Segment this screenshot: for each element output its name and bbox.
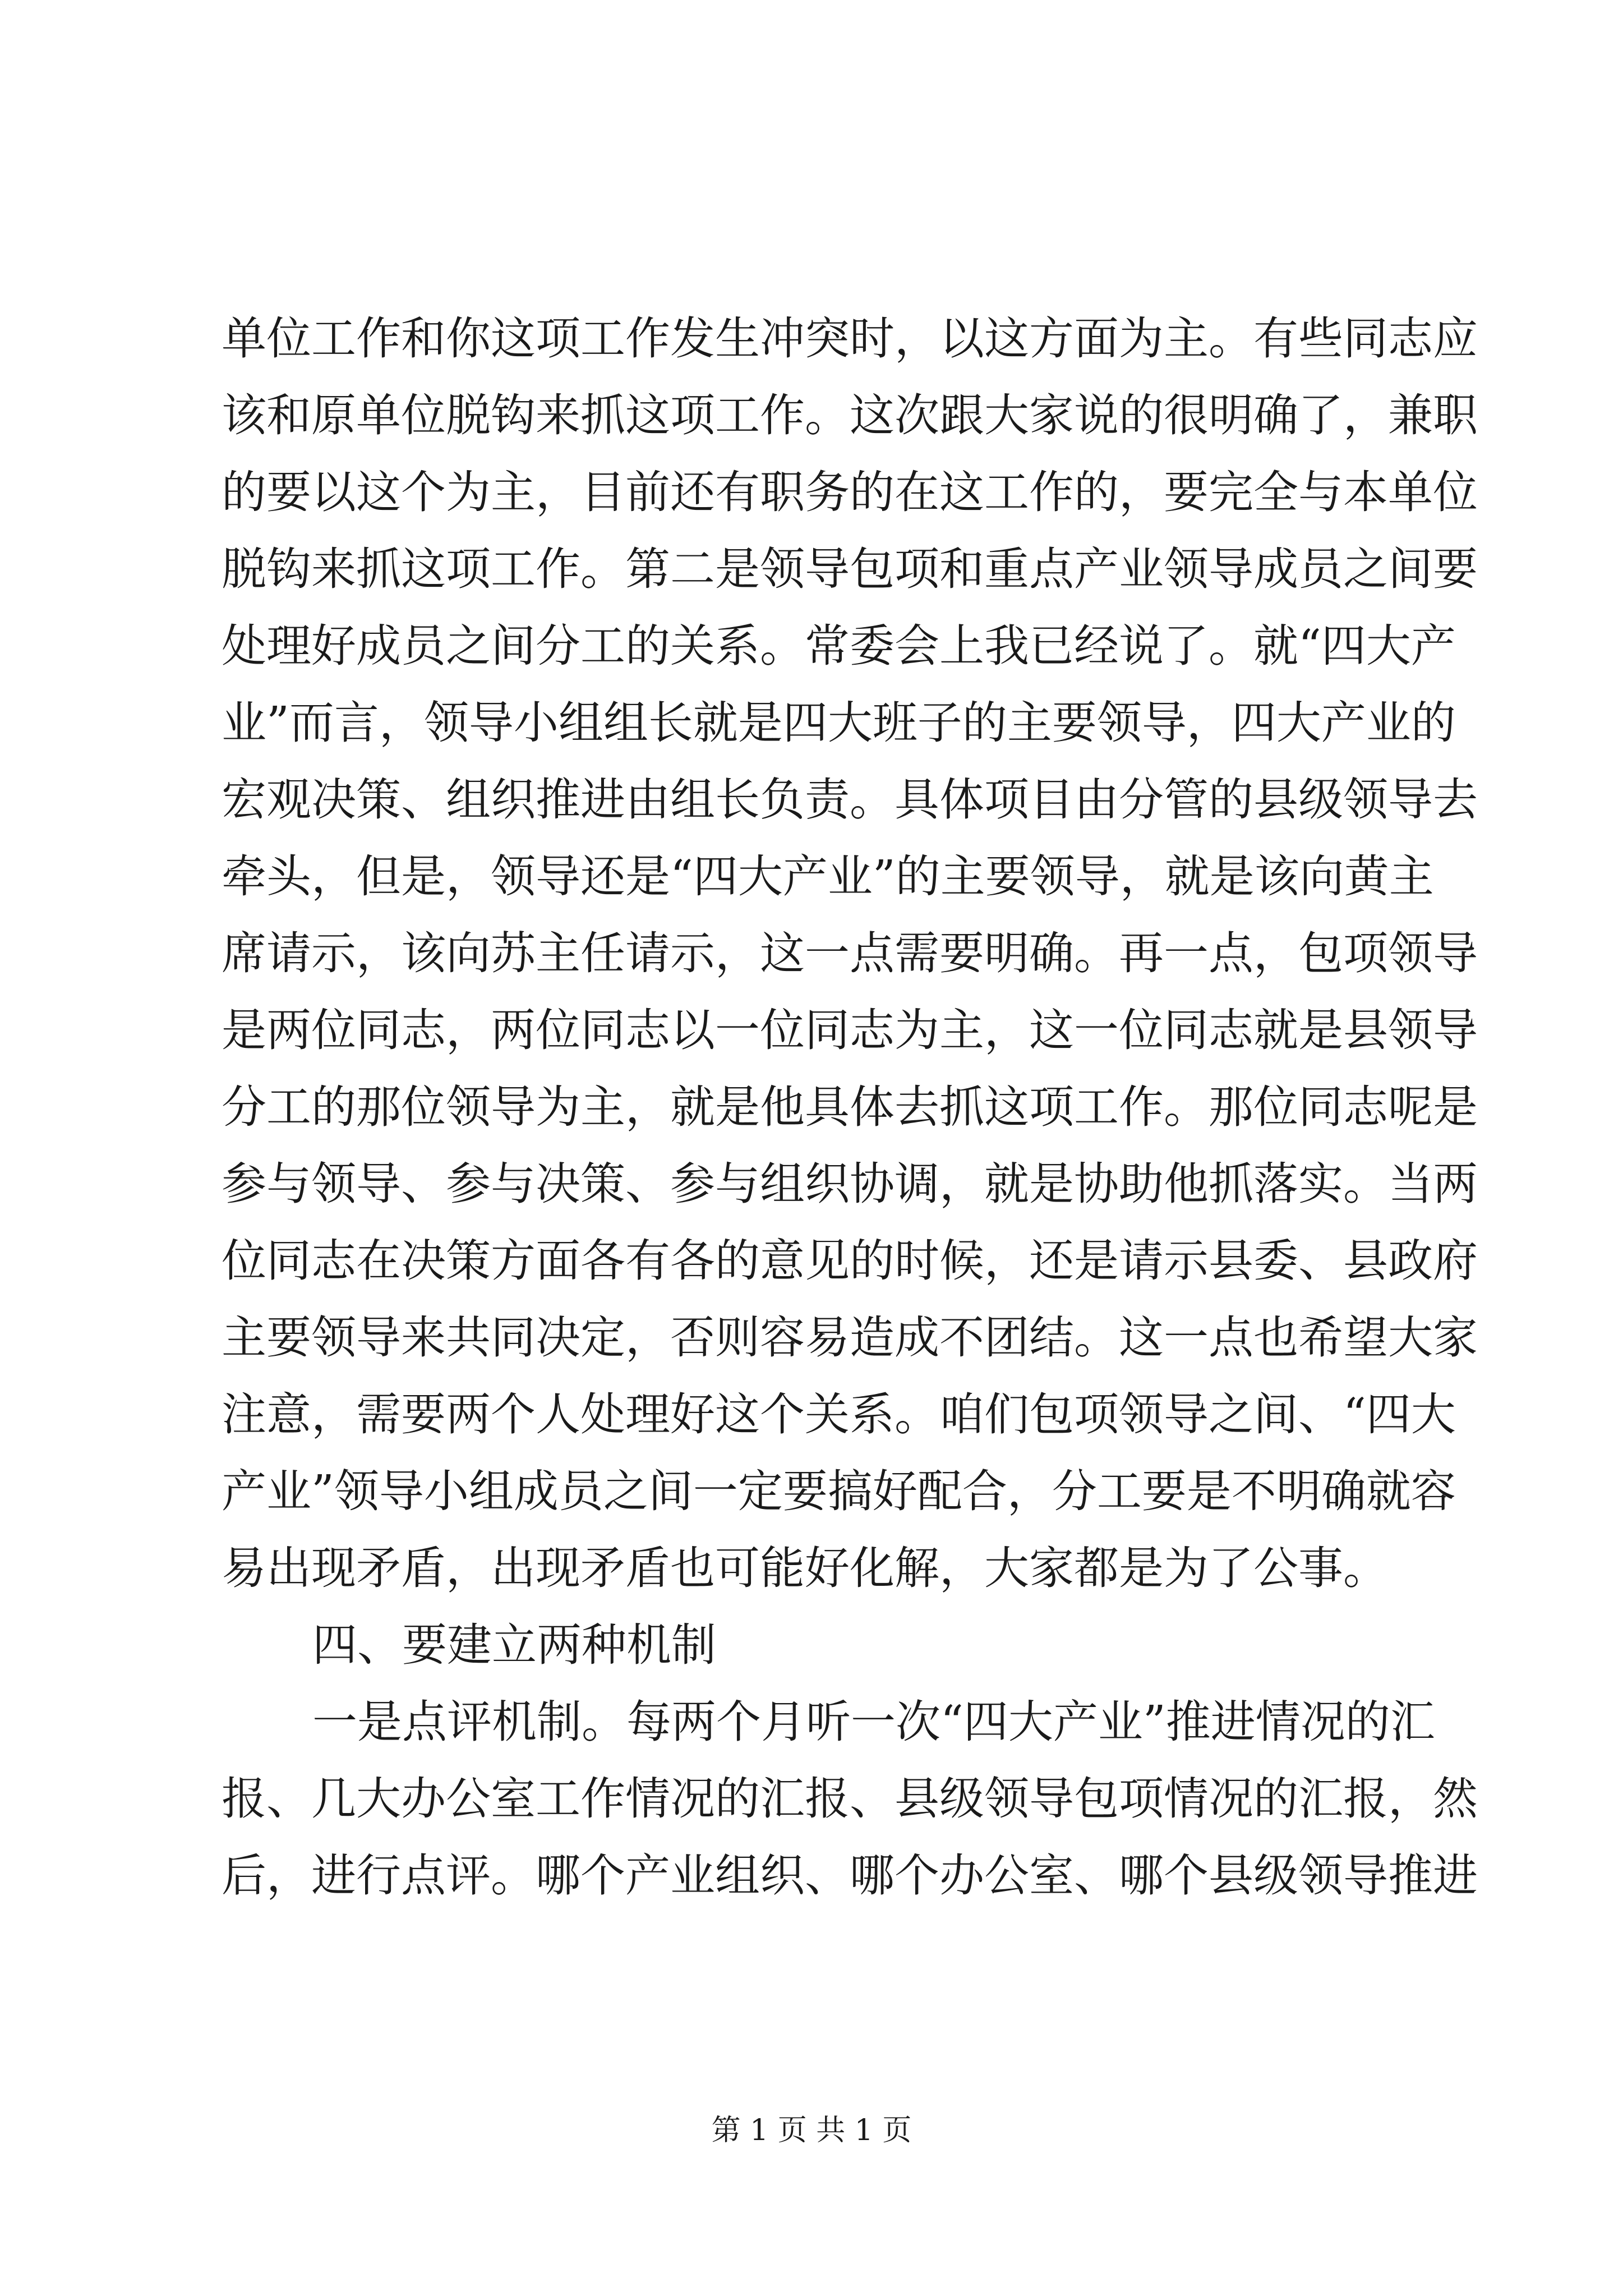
paragraph-line: 处理好成员之间分工的关系。常委会上我已经说了。就“四大产 — [222, 620, 1456, 672]
paragraph-line: 席请示，该向苏主任请示，这一点需要明确。再一点，包项领导 — [222, 927, 1478, 979]
paragraph-line: 业”而言，领导小组组长就是四大班子的主要领导，四大产业的 — [222, 697, 1456, 749]
section-heading: 四、要建立两种机制 — [312, 1619, 716, 1671]
document-body — [222, 300, 1478, 1914]
paragraph-line: 分工的那位领导为主，就是他具体去抓这项工作。那位同志呢是 — [222, 1081, 1478, 1133]
paragraph-line: 是两位同志，两位同志以一位同志为主，这一位同志就是县领导 — [222, 1004, 1478, 1056]
paragraph-line: 一是点评机制。每两个月听一次“四大产业”推进情况的汇 — [312, 1696, 1435, 1748]
paragraph-line: 注意，需要两个人处理好这个关系。咱们包项领导之间、“四大 — [222, 1388, 1456, 1441]
paragraph-line: 脱钩来抓这项工作。第二是领导包项和重点产业领导成员之间要 — [222, 543, 1478, 595]
paragraph-line: 的要以这个为主，目前还有职务的在这工作的，要完全与本单位 — [222, 466, 1478, 518]
paragraph-line: 宏观决策、组织推进由组长负责。具体项目由分管的县级领导去 — [222, 774, 1478, 826]
paragraph-line: 单位工作和你这项工作发生冲突时，以这方面为主。有些同志应 — [222, 312, 1478, 365]
paragraph-line: 该和原单位脱钩来抓这项工作。这次跟大家说的很明确了，兼职 — [222, 389, 1478, 441]
page-footer: 第 1 页 共 1 页 — [711, 2114, 912, 2147]
paragraph-line: 牵头，但是，领导还是“四大产业”的主要领导，就是该向黄主 — [222, 850, 1434, 903]
paragraph-line: 参与领导、参与决策、参与组织协调，就是协助他抓落实。当两 — [222, 1158, 1478, 1210]
paragraph-line: 报、几大办公室工作情况的汇报、县级领导包项情况的汇报，然 — [222, 1773, 1478, 1825]
paragraph-line: 产业”领导小组成员之间一定要搞好配合，分工要是不明确就容 — [222, 1465, 1456, 1517]
paragraph-line: 后，进行点评。哪个产业组织、哪个办公室、哪个县级领导推进 — [222, 1849, 1478, 1902]
paragraph-line: 主要领导来共同决定，否则容易造成不团结。这一点也希望大家 — [222, 1312, 1478, 1364]
paragraph-line: 易出现矛盾，出现矛盾也可能好化解，大家都是为了公事。 — [222, 1542, 1388, 1594]
paragraph-line: 位同志在决策方面各有各的意见的时候，还是请示县委、县政府 — [222, 1235, 1478, 1287]
